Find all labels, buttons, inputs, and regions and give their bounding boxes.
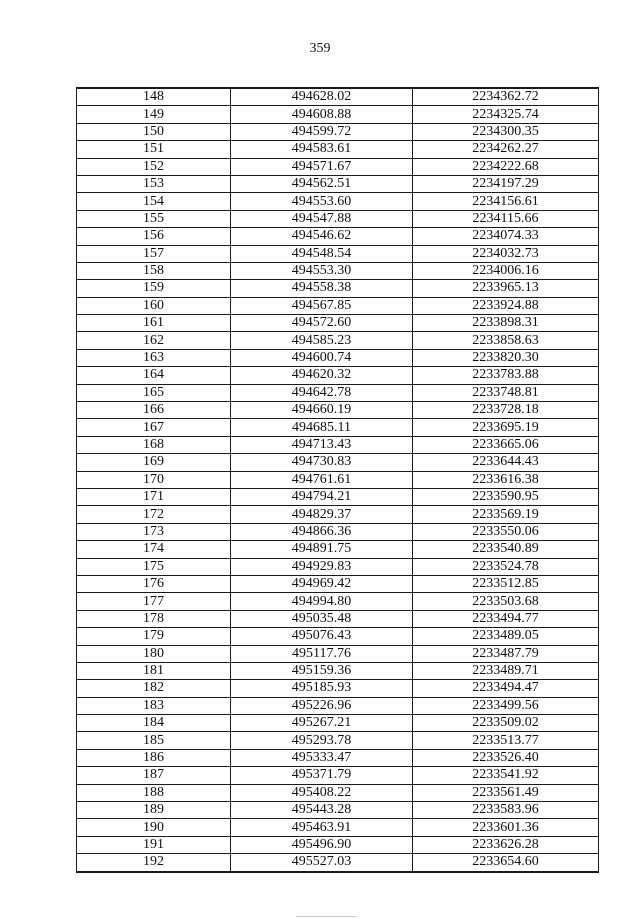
y-coordinate-cell: 2234032.73: [413, 245, 599, 262]
x-coordinate-cell: 494547.88: [231, 210, 413, 227]
table-row: [77, 158, 599, 175]
point-number-cell: 149: [77, 106, 231, 123]
point-number-cell: 174: [77, 541, 231, 558]
point-number-cell: 150: [77, 123, 231, 140]
point-number-cell: 169: [77, 454, 231, 471]
point-number-cell: 165: [77, 384, 231, 401]
table-row: [77, 454, 599, 471]
y-coordinate-cell: 2233569.19: [413, 506, 599, 523]
y-coordinate-cell: 2233489.71: [413, 662, 599, 679]
x-coordinate-cell: 494866.36: [231, 523, 413, 540]
x-coordinate-cell: 494713.43: [231, 436, 413, 453]
x-coordinate-cell: 494583.61: [231, 141, 413, 158]
table-row: [77, 819, 599, 836]
point-number-cell: 158: [77, 262, 231, 279]
x-coordinate-cell: 494546.62: [231, 228, 413, 245]
point-number-cell: 153: [77, 175, 231, 192]
point-number-cell: 162: [77, 332, 231, 349]
x-coordinate-cell: 494660.19: [231, 402, 413, 419]
x-coordinate-cell: 494608.88: [231, 106, 413, 123]
point-number-cell: 155: [77, 210, 231, 227]
table-row: [77, 680, 599, 697]
y-coordinate-cell: 2234222.68: [413, 158, 599, 175]
table-row: [77, 384, 599, 401]
x-coordinate-cell: 494929.83: [231, 558, 413, 575]
table-row: [77, 488, 599, 505]
point-number-cell: 176: [77, 575, 231, 592]
table-row: [77, 419, 599, 436]
x-coordinate-cell: 494994.80: [231, 593, 413, 610]
table-row: [77, 402, 599, 419]
table-row: [77, 662, 599, 679]
x-coordinate-cell: 494572.60: [231, 315, 413, 332]
table-row: [77, 88, 599, 106]
x-coordinate-cell: 494599.72: [231, 123, 413, 140]
x-coordinate-cell: 494829.37: [231, 506, 413, 523]
scan-edge-mark: [296, 916, 356, 917]
point-number-cell: 173: [77, 523, 231, 540]
y-coordinate-cell: 2233728.18: [413, 402, 599, 419]
y-coordinate-cell: 2233783.88: [413, 367, 599, 384]
table-row: [77, 506, 599, 523]
x-coordinate-cell: 494628.02: [231, 88, 413, 106]
y-coordinate-cell: 2233616.38: [413, 471, 599, 488]
table-row: [77, 749, 599, 766]
table-row: [77, 715, 599, 732]
y-coordinate-cell: 2233526.40: [413, 749, 599, 766]
x-coordinate-cell: 495035.48: [231, 610, 413, 627]
y-coordinate-cell: 2233561.49: [413, 784, 599, 801]
x-coordinate-cell: 494642.78: [231, 384, 413, 401]
x-coordinate-cell: 495267.21: [231, 715, 413, 732]
y-coordinate-cell: 2234156.61: [413, 193, 599, 210]
x-coordinate-cell: 494730.83: [231, 454, 413, 471]
x-coordinate-cell: 495117.76: [231, 645, 413, 662]
y-coordinate-cell: 2233503.68: [413, 593, 599, 610]
x-coordinate-cell: 495333.47: [231, 749, 413, 766]
y-coordinate-cell: 2233748.81: [413, 384, 599, 401]
y-coordinate-cell: 2234300.35: [413, 123, 599, 140]
y-coordinate-cell: 2233858.63: [413, 332, 599, 349]
point-number-cell: 179: [77, 628, 231, 645]
point-number-cell: 168: [77, 436, 231, 453]
y-coordinate-cell: 2233494.47: [413, 680, 599, 697]
table-row: [77, 593, 599, 610]
point-number-cell: 159: [77, 280, 231, 297]
table-row: [77, 836, 599, 853]
table-row: [77, 106, 599, 123]
table-row: [77, 436, 599, 453]
table-row: [77, 784, 599, 801]
point-number-cell: 161: [77, 315, 231, 332]
point-number-cell: 186: [77, 749, 231, 766]
point-number-cell: 151: [77, 141, 231, 158]
table-row: [77, 349, 599, 366]
table-row: [77, 262, 599, 279]
y-coordinate-cell: 2233965.13: [413, 280, 599, 297]
y-coordinate-cell: 2234262.27: [413, 141, 599, 158]
point-number-cell: 175: [77, 558, 231, 575]
y-coordinate-cell: 2233665.06: [413, 436, 599, 453]
y-coordinate-cell: 2233489.05: [413, 628, 599, 645]
y-coordinate-cell: 2234115.66: [413, 210, 599, 227]
y-coordinate-cell: 2233898.31: [413, 315, 599, 332]
point-number-cell: 148: [77, 88, 231, 106]
y-coordinate-cell: 2233513.77: [413, 732, 599, 749]
table-row: [77, 628, 599, 645]
point-number-cell: 184: [77, 715, 231, 732]
y-coordinate-cell: 2233695.19: [413, 419, 599, 436]
point-number-cell: 166: [77, 402, 231, 419]
coordinates-table: [76, 87, 599, 873]
y-coordinate-cell: 2233924.88: [413, 297, 599, 314]
table-row: [77, 210, 599, 227]
point-number-cell: 187: [77, 767, 231, 784]
y-coordinate-cell: 2233499.56: [413, 697, 599, 714]
x-coordinate-cell: 494620.32: [231, 367, 413, 384]
y-coordinate-cell: 2234006.16: [413, 262, 599, 279]
point-number-cell: 178: [77, 610, 231, 627]
point-number-cell: 157: [77, 245, 231, 262]
x-coordinate-cell: 494553.60: [231, 193, 413, 210]
x-coordinate-cell: 494794.21: [231, 488, 413, 505]
point-number-cell: 185: [77, 732, 231, 749]
x-coordinate-cell: 494761.61: [231, 471, 413, 488]
y-coordinate-cell: 2233541.92: [413, 767, 599, 784]
point-number-cell: 160: [77, 297, 231, 314]
x-coordinate-cell: 495371.79: [231, 767, 413, 784]
table-row: [77, 123, 599, 140]
table-row: [77, 767, 599, 784]
point-number-cell: 188: [77, 784, 231, 801]
point-number-cell: 190: [77, 819, 231, 836]
y-coordinate-cell: 2233494.77: [413, 610, 599, 627]
x-coordinate-cell: 494891.75: [231, 541, 413, 558]
table-row: [77, 802, 599, 819]
table-row: [77, 141, 599, 158]
table-row: [77, 575, 599, 592]
y-coordinate-cell: 2233644.43: [413, 454, 599, 471]
table-row: [77, 175, 599, 192]
x-coordinate-cell: 495076.43: [231, 628, 413, 645]
y-coordinate-cell: 2233550.06: [413, 523, 599, 540]
table-row: [77, 193, 599, 210]
x-coordinate-cell: 495293.78: [231, 732, 413, 749]
y-coordinate-cell: 2233590.95: [413, 488, 599, 505]
point-number-cell: 182: [77, 680, 231, 697]
y-coordinate-cell: 2234325.74: [413, 106, 599, 123]
x-coordinate-cell: 495443.28: [231, 802, 413, 819]
y-coordinate-cell: 2233509.02: [413, 715, 599, 732]
x-coordinate-cell: 495408.22: [231, 784, 413, 801]
y-coordinate-cell: 2233654.60: [413, 854, 599, 872]
y-coordinate-cell: 2233540.89: [413, 541, 599, 558]
point-number-cell: 191: [77, 836, 231, 853]
x-coordinate-cell: 494553.30: [231, 262, 413, 279]
y-coordinate-cell: 2234074.33: [413, 228, 599, 245]
x-coordinate-cell: 494567.85: [231, 297, 413, 314]
y-coordinate-cell: 2234362.72: [413, 88, 599, 106]
table-row: [77, 697, 599, 714]
point-number-cell: 180: [77, 645, 231, 662]
point-number-cell: 189: [77, 802, 231, 819]
table-row: [77, 332, 599, 349]
x-coordinate-cell: 495463.91: [231, 819, 413, 836]
x-coordinate-cell: 495527.03: [231, 854, 413, 872]
x-coordinate-cell: 494685.11: [231, 419, 413, 436]
x-coordinate-cell: 494562.51: [231, 175, 413, 192]
x-coordinate-cell: 494585.23: [231, 332, 413, 349]
table-row: [77, 367, 599, 384]
x-coordinate-cell: 494600.74: [231, 349, 413, 366]
table-row: [77, 854, 599, 872]
y-coordinate-cell: 2234197.29: [413, 175, 599, 192]
table-row: [77, 645, 599, 662]
table-row: [77, 245, 599, 262]
table-row: [77, 471, 599, 488]
point-number-cell: 163: [77, 349, 231, 366]
y-coordinate-cell: 2233512.85: [413, 575, 599, 592]
table-row: [77, 558, 599, 575]
point-number-cell: 171: [77, 488, 231, 505]
table-row: [77, 610, 599, 627]
y-coordinate-cell: 2233601.36: [413, 819, 599, 836]
point-number-cell: 172: [77, 506, 231, 523]
coordinates-table-body: [77, 88, 599, 872]
point-number-cell: 167: [77, 419, 231, 436]
y-coordinate-cell: 2233626.28: [413, 836, 599, 853]
point-number-cell: 177: [77, 593, 231, 610]
x-coordinate-cell: 495185.93: [231, 680, 413, 697]
table-row: [77, 228, 599, 245]
table-row: [77, 297, 599, 314]
table-row: [77, 732, 599, 749]
point-number-cell: 152: [77, 158, 231, 175]
page-number: 359: [309, 41, 331, 56]
point-number-cell: 164: [77, 367, 231, 384]
x-coordinate-cell: 494558.38: [231, 280, 413, 297]
table-row: [77, 280, 599, 297]
y-coordinate-cell: 2233524.78: [413, 558, 599, 575]
x-coordinate-cell: 495159.36: [231, 662, 413, 679]
point-number-cell: 181: [77, 662, 231, 679]
point-number-cell: 154: [77, 193, 231, 210]
table-row: [77, 523, 599, 540]
table-row: [77, 541, 599, 558]
x-coordinate-cell: 494548.54: [231, 245, 413, 262]
y-coordinate-cell: 2233583.96: [413, 802, 599, 819]
x-coordinate-cell: 495226.96: [231, 697, 413, 714]
y-coordinate-cell: 2233487.79: [413, 645, 599, 662]
point-number-cell: 192: [77, 854, 231, 872]
x-coordinate-cell: 494571.67: [231, 158, 413, 175]
point-number-cell: 156: [77, 228, 231, 245]
x-coordinate-cell: 494969.42: [231, 575, 413, 592]
x-coordinate-cell: 495496.90: [231, 836, 413, 853]
y-coordinate-cell: 2233820.30: [413, 349, 599, 366]
point-number-cell: 183: [77, 697, 231, 714]
point-number-cell: 170: [77, 471, 231, 488]
table-row: [77, 315, 599, 332]
